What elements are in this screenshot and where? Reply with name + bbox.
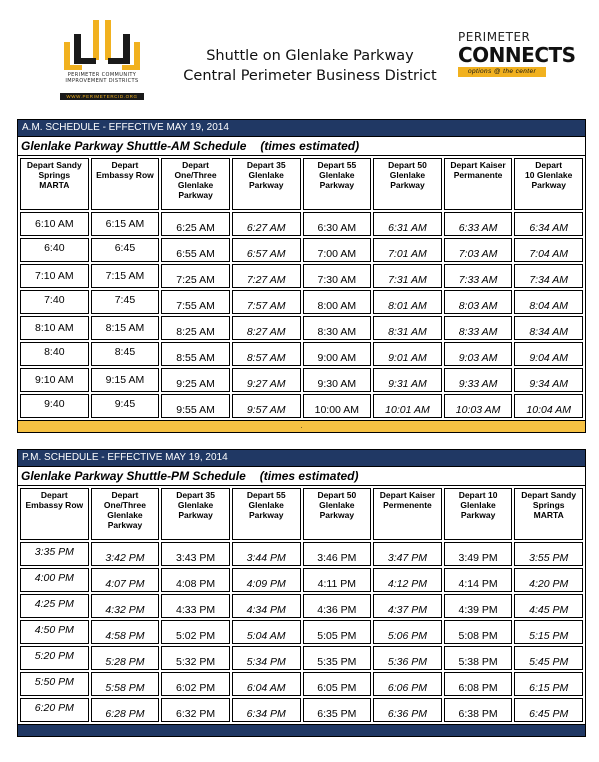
pm-header-col-4: Depart 50 Glenlake Parkway [303, 488, 372, 540]
table-cell: 6:35 PM [303, 698, 372, 722]
table-cell: 6:33 AM [444, 212, 513, 236]
table-cell: 6:15 PM [514, 672, 583, 696]
table-row [20, 212, 583, 236]
table-row [20, 698, 583, 722]
am-header-col-6: Depart Kaiser Permanente [444, 158, 513, 210]
table-cell: 5:05 PM [303, 620, 372, 644]
table-cell: 6:25 AM [161, 212, 230, 236]
table-cell: 7:40 [20, 290, 89, 314]
pm-footer-band [18, 724, 585, 736]
table-cell: 9:34 AM [514, 368, 583, 392]
pm-header-col-1: Depart One/Three Glenlake Parkway [91, 488, 160, 540]
table-cell: 9:04 AM [514, 342, 583, 366]
table-cell: 5:34 PM [232, 646, 301, 670]
table-cell: 6:02 PM [161, 672, 230, 696]
table-cell: 7:15 AM [91, 264, 160, 288]
am-header-col-1: Depart Embassy Row [91, 158, 160, 210]
table-cell: 6:27 AM [232, 212, 301, 236]
table-cell: 6:08 PM [444, 672, 513, 696]
am-schedule-band: A.M. SCHEDULE - EFFECTIVE MAY 19, 2014 [18, 120, 585, 136]
table-cell: 4:45 PM [514, 594, 583, 618]
table-cell: 4:25 PM [20, 594, 89, 618]
table-cell: 5:50 PM [20, 672, 89, 696]
am-header-col-0: Depart Sandy Springs MARTA [20, 158, 89, 210]
table-cell: 9:00 AM [303, 342, 372, 366]
am-schedule-table [18, 156, 585, 420]
table-cell: 5:45 PM [514, 646, 583, 670]
table-cell: 7:33 AM [444, 264, 513, 288]
table-cell: 9:27 AM [232, 368, 301, 392]
table-cell: 9:30 AM [303, 368, 372, 392]
pm-header-col-0: Depart Embassy Row [20, 488, 89, 540]
table-cell: 6:40 [20, 238, 89, 262]
table-row [20, 316, 583, 340]
table-cell: 9:01 AM [373, 342, 442, 366]
am-header-col-7: Depart 10 Glenlake Parkway [514, 158, 583, 210]
page-title [180, 46, 440, 86]
table-cell: 8:04 AM [514, 290, 583, 314]
cid-logo-text: PERIMETER COMMUNITY IMPROVEMENT DISTRICTS [65, 72, 139, 84]
am-schedule [17, 119, 586, 433]
table-cell: 4:37 PM [373, 594, 442, 618]
table-cell: 10:00 AM [303, 394, 372, 418]
table-cell: 4:39 PM [444, 594, 513, 618]
title-line-2: Central Perimeter Business District [183, 68, 437, 84]
pm-header-col-5: Depart Kaiser Permenente [373, 488, 442, 540]
table-cell: 9:33 AM [444, 368, 513, 392]
title-line-1: Shuttle on Glenlake Parkway [206, 48, 414, 64]
table-cell: 8:15 AM [91, 316, 160, 340]
am-header-col-4: Depart 55 Glenlake Parkway [303, 158, 372, 210]
table-cell: 3:43 PM [161, 542, 230, 566]
pm-schedule [17, 449, 586, 737]
am-header-col-2: Depart One/Three Glenlake Parkway [161, 158, 230, 210]
table-cell: 7:30 AM [303, 264, 372, 288]
table-cell: 4:50 PM [20, 620, 89, 644]
table-cell: 5:58 PM [91, 672, 160, 696]
table-cell: 7:55 AM [161, 290, 230, 314]
table-cell: 8:55 AM [161, 342, 230, 366]
perimeter-connects-logo [458, 30, 576, 77]
table-cell: 5:36 PM [373, 646, 442, 670]
table-cell: 5:15 PM [514, 620, 583, 644]
pc-logo-main: CONNECTS [458, 43, 576, 67]
table-cell: 8:01 AM [373, 290, 442, 314]
table-row [20, 620, 583, 644]
table-cell: 9:40 [20, 394, 89, 418]
pm-header-col-3: Depart 55 Glenlake Parkway [232, 488, 301, 540]
table-cell: 5:04 AM [232, 620, 301, 644]
table-cell: 7:27 AM [232, 264, 301, 288]
table-cell: 5:06 PM [373, 620, 442, 644]
pm-schedule-table [18, 486, 585, 724]
table-cell: 9:03 AM [444, 342, 513, 366]
table-cell: 8:30 AM [303, 316, 372, 340]
table-cell: 9:57 AM [232, 394, 301, 418]
pm-header-col-7: Depart Sandy Springs MARTA [514, 488, 583, 540]
table-cell: 7:31 AM [373, 264, 442, 288]
table-cell: 3:35 PM [20, 542, 89, 566]
table-cell: 3:44 PM [232, 542, 301, 566]
table-cell: 6:32 PM [161, 698, 230, 722]
table-cell: 5:08 PM [444, 620, 513, 644]
pm-header-col-2: Depart 35 Glenlake Parkway [161, 488, 230, 540]
table-row [20, 568, 583, 592]
table-cell: 8:00 AM [303, 290, 372, 314]
table-cell: 4:20 PM [514, 568, 583, 592]
table-cell: 6:38 PM [444, 698, 513, 722]
table-cell: 3:42 PM [91, 542, 160, 566]
table-cell: 6:05 PM [303, 672, 372, 696]
am-header-col-3: Depart 35 Glenlake Parkway [232, 158, 301, 210]
table-cell: 6:15 AM [91, 212, 160, 236]
table-cell: 8:31 AM [373, 316, 442, 340]
table-cell: 9:15 AM [91, 368, 160, 392]
table-cell: 7:45 [91, 290, 160, 314]
table-cell: 6:34 PM [232, 698, 301, 722]
table-cell: 5:02 PM [161, 620, 230, 644]
am-schedule-subtitle: Glenlake Parkway Shuttle-AM Schedule (times estimated) [18, 136, 585, 156]
table-cell: 8:33 AM [444, 316, 513, 340]
table-cell: 6:06 PM [373, 672, 442, 696]
table-row [20, 646, 583, 670]
table-cell: 4:33 PM [161, 594, 230, 618]
table-cell: 4:08 PM [161, 568, 230, 592]
table-cell: 4:11 PM [303, 568, 372, 592]
table-cell: 6:30 AM [303, 212, 372, 236]
table-cell: 7:34 AM [514, 264, 583, 288]
table-cell: 4:58 PM [91, 620, 160, 644]
table-cell: 6:10 AM [20, 212, 89, 236]
table-cell: 7:57 AM [232, 290, 301, 314]
table-cell: 8:25 AM [161, 316, 230, 340]
table-row [20, 290, 583, 314]
table-cell: 6:36 PM [373, 698, 442, 722]
table-cell: 5:38 PM [444, 646, 513, 670]
table-cell: 9:45 [91, 394, 160, 418]
table-row [20, 394, 583, 418]
table-cell: 9:25 AM [161, 368, 230, 392]
cid-url: WWW.PERIMETERCID.ORG [60, 93, 144, 100]
table-cell: 8:27 AM [232, 316, 301, 340]
pm-header-col-6: Depart 10 Glenlake Parkway [444, 488, 513, 540]
table-cell: 10:04 AM [514, 394, 583, 418]
table-row [20, 342, 583, 366]
table-row [20, 672, 583, 696]
table-cell: 8:10 AM [20, 316, 89, 340]
table-cell: 5:28 PM [91, 646, 160, 670]
table-cell: 6:57 AM [232, 238, 301, 262]
table-cell: 8:34 AM [514, 316, 583, 340]
table-cell: 5:35 PM [303, 646, 372, 670]
table-cell: 6:20 PM [20, 698, 89, 722]
table-cell: 8:40 [20, 342, 89, 366]
table-cell: 7:25 AM [161, 264, 230, 288]
table-cell: 6:31 AM [373, 212, 442, 236]
table-cell: 3:55 PM [514, 542, 583, 566]
table-cell: 5:20 PM [20, 646, 89, 670]
pm-schedule-subtitle: Glenlake Parkway Shuttle-PM Schedule (times estimated) [18, 466, 585, 486]
table-cell: 6:55 AM [161, 238, 230, 262]
table-cell: 4:07 PM [91, 568, 160, 592]
table-cell: 6:45 PM [514, 698, 583, 722]
table-cell: 5:32 PM [161, 646, 230, 670]
table-cell: 4:00 PM [20, 568, 89, 592]
table-cell: 4:12 PM [373, 568, 442, 592]
table-row [20, 368, 583, 392]
table-cell: 10:01 AM [373, 394, 442, 418]
table-row [20, 542, 583, 566]
table-cell: 6:04 AM [232, 672, 301, 696]
table-cell: 9:31 AM [373, 368, 442, 392]
table-row [20, 238, 583, 262]
table-cell: 3:47 PM [373, 542, 442, 566]
table-cell: 7:03 AM [444, 238, 513, 262]
table-cell: 6:34 AM [514, 212, 583, 236]
pm-schedule-band: P.M. SCHEDULE - EFFECTIVE MAY 19, 2014 [18, 450, 585, 466]
table-cell: 3:46 PM [303, 542, 372, 566]
table-cell: 3:49 PM [444, 542, 513, 566]
table-cell: 9:55 AM [161, 394, 230, 418]
table-cell: 4:09 PM [232, 568, 301, 592]
table-cell: 7:00 AM [303, 238, 372, 262]
table-cell: 8:57 AM [232, 342, 301, 366]
table-cell: 6:28 PM [91, 698, 160, 722]
am-header-col-5: Depart 50 Glenlake Parkway [373, 158, 442, 210]
am-footer-band: . [18, 420, 585, 432]
table-cell: 7:01 AM [373, 238, 442, 262]
table-cell: 4:36 PM [303, 594, 372, 618]
pc-logo-tagline: options @ the center [458, 67, 546, 77]
table-cell: 4:34 PM [232, 594, 301, 618]
table-cell: 9:10 AM [20, 368, 89, 392]
table-cell: 10:03 AM [444, 394, 513, 418]
table-cell: 4:32 PM [91, 594, 160, 618]
table-cell: 8:45 [91, 342, 160, 366]
table-cell: 8:03 AM [444, 290, 513, 314]
table-cell: 6:45 [91, 238, 160, 262]
pc-logo-top: PERIMETER [458, 30, 531, 44]
cid-logo-icon [52, 18, 152, 72]
table-cell: 7:10 AM [20, 264, 89, 288]
table-row [20, 594, 583, 618]
table-cell: 7:04 AM [514, 238, 583, 262]
table-row [20, 264, 583, 288]
table-cell: 4:14 PM [444, 568, 513, 592]
perimeter-cid-logo [52, 18, 152, 104]
